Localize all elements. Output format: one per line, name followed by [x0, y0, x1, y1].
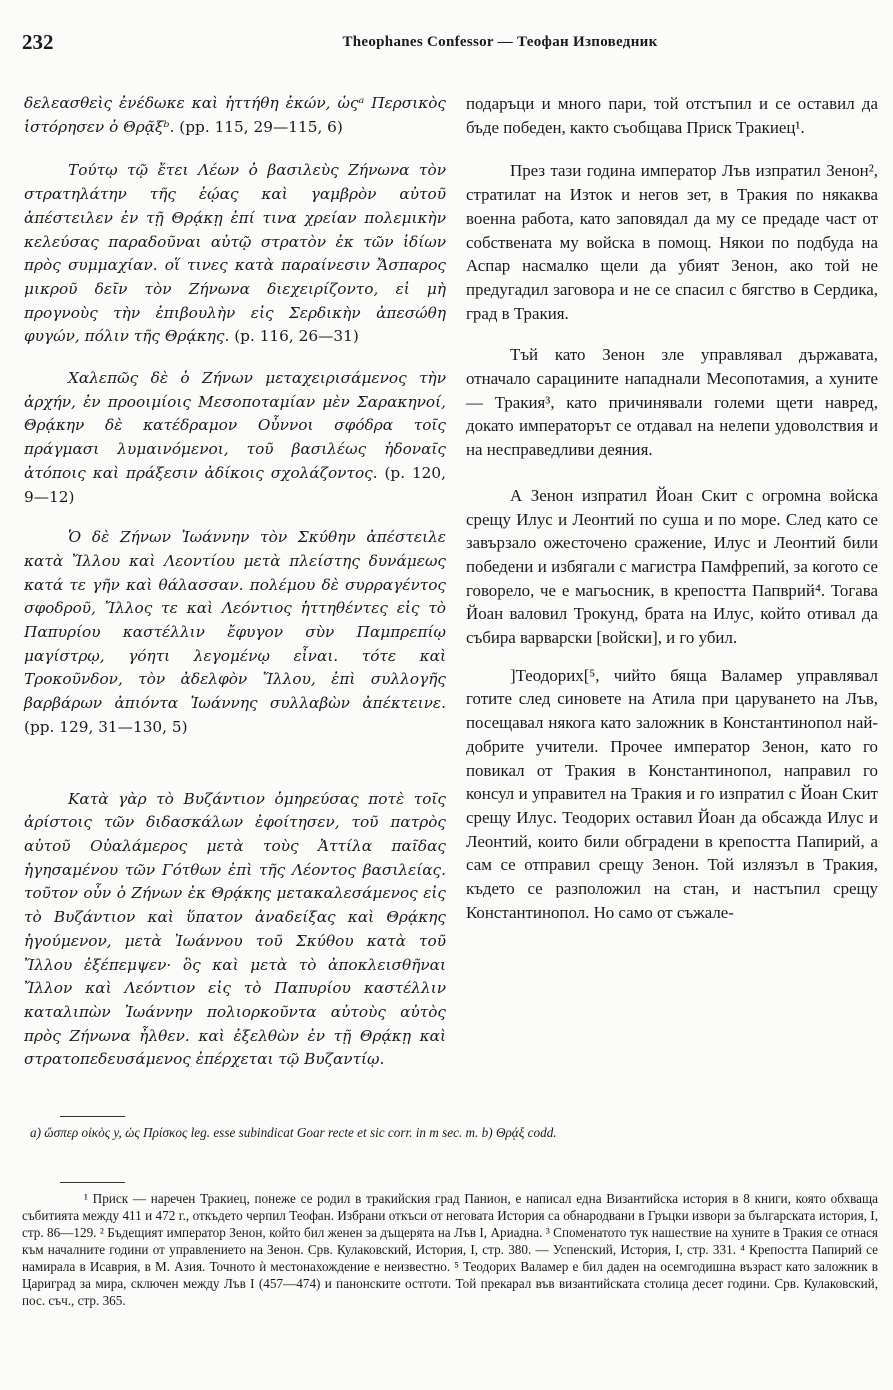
bulgarian-paragraph: подаръци и много пари, той отстъпил и се оставил да бъде победен, както съобщава Приск Тракиец¹.: [466, 94, 878, 137]
footnote-separator: [60, 1182, 125, 1183]
page-reference: (p. 120, 9—12): [24, 463, 446, 506]
greek-text: Χαλεπῶς δὲ ὁ Ζήνων μεταχειρισάμενος τὴν ἀρχήν, ἐν προοιμίοις Μεσοποταμίαν μὲν Σαρακηνοί, Θρᾴκην δὲ κατέδραμον Οὖννοι σφόδρα τοῖς πράγμασι λυμαινόμενοι, τοῦ βασιλέως ἡδοναῖς ἀτόποις καὶ πράξεσιν ἀδίκοις σχολάζοντος.: [24, 369, 446, 482]
bulgarian-paragraph: А Зенон изпратил Йоан Скит с огромна войска срещу Илус и Леонтий по суша и по море. След като се завързало ожесточено сражение, Илус и Леонтий били победени и избягали с магистра Памфрепий, за когото се говорело, че е магьосник, в крепостта Папврий⁴. Тогава Йоан валовил Трокунд, брата на Илус, който отивал да събира варварски [войски], и го убил.: [466, 485, 878, 648]
page-reference: (pp. 115, 29—115, 6): [179, 117, 343, 136]
page-reference: (p. 116, 26—31): [234, 327, 359, 346]
greek-text: Τούτῳ τῷ ἔτει Λέων ὁ βασιλεὺς Ζήνωνα τὸν στρατηλάτην τῆς ἑῴας καὶ γαμβρὸν αὐτοῦ ἀπέστειλεν ἐν τῇ Θρᾴκῃ ἐπί τινα χρείαν πολεμικὴν κελεύσας παραδοῦναι αὐτῷ στρατὸν ἐκ τῶν ἰδίων πρὸς συμμαχίαν. οἵ τινες κατὰ παραίνεσιν Ἄσπαρος μικροῦ δεῖν τὸν Ζήνωνα διεχειρίζοντο, εἰ μὴ προγνοὺς τὴν ἐπιβουλὴν εἰς Σερδικὴν ἀπεσώθη φυγών, πόλιν τῆς Θρᾴκης.: [24, 161, 446, 346]
greek-paragraph: [24, 526, 446, 739]
greek-paragraph: [24, 367, 446, 509]
greek-text-column: [24, 92, 446, 1072]
bulgarian-paragraph: Тъй като Зенон зле управлявал държавата, отначало сарацините нападнали Месопотамия, а хуните — Тракия³, като причинявали големи щети навред, докато императорът се отдавал на нелепи удоволствия и на несправедливи деяния.: [466, 345, 878, 460]
footnotes: ¹ Приск — наречен Тракиец, понеже се родил в тракийския град Панион, е написал една Византийска история в 8 книги, която обхваща събитията между 411 и 472 г., откъдето черпил Теофан. Избрани откъси от неговата История са обнародвани в Гръцки извори за българската история, I, стр. 86—129. ² Бъдещият император Зенон, който бил женен за дъщерята на Лъв I, Ариадна. ³ Споменатото тук нашествие на хуните в Тракия се отнася към началните години от управлението на Зенон. Срв. Кулаковский, История, I, стр. 380. — Успенский, История, I, стр. 331. ⁴ Крепостта Папирий се намирала в Исаврия, в М. Азия. Точното ѝ местонахождение е неизвестно. ⁵ Теодорих Валамер е бил даден на осемгодишна възраст като заложник в Цариград за мира, сключен между Лъв I (457—474) и панонските остготи. Той прекарал във византийската столица десет години. Срв. Кулаковский, пос. съч., стр. 365.: [22, 1191, 878, 1308]
greek-text: Κατὰ γὰρ τὸ Βυζάντιον ὁμηρεύσας ποτὲ τοῖς ἀρίστοις τῶν διδασκάλων ἐφοίτησεν, τοῦ πατρὸς αὐτοῦ Οὐαλάμερος μετὰ τοὺς Ἀττίλα παῖδας ἡγησαμένου τῶν Γότθων ἐπὶ τῆς Λέοντος βασιλείας. τοῦτον οὖν ὁ Ζήνων ἐκ Θρᾴκης μετακαλεσάμενος εἰς τὸ Βυζάντιον καὶ ὕπατον ἀναδείξας καὶ Θρᾴκης ἡγούμενον, μετὰ Ἰωάννου τοῦ Σκύθου κατὰ τοῦ Ἴλλου ἐξέπεμψεν· ὃς καὶ μετὰ τὸ ἀποκλεισθῆναι Ἴλλον καὶ Λεόντιον εἰς τὸ Παπυρίου καστέλλιν καταλιπὼν Ἰωάννην πολιορκοῦντα αὐτοὺς αὐτὸς πρὸς Ζήνωνα ἦλθεν. καὶ ἐξελθὼν ἐν τῇ Θρᾴκῃ καὶ στρατοπεδευσάμενος ἐπέρχεται τῷ Βυζαντίῳ.: [24, 789, 446, 1069]
greek-text: δελεασθεὶς ἐνέδωκε καὶ ἡττήθη ἑκών, ὡςᵃ Περσικὸς ἱστόρησεν ὁ Θρᾷξᵇ.: [24, 94, 446, 136]
greek-paragraph: [24, 92, 446, 139]
greek-paragraph: [24, 159, 446, 349]
running-head: Theophanes Confessor — Теофан Изповедник: [342, 34, 658, 50]
greek-text: Ὁ δὲ Ζήνων Ἰωάννην τὸν Σκύθην ἀπέστειλε κατὰ Ἴλλου καὶ Λεοντίου μετὰ πλείστης δυνάμεως κατά τε γῆν καὶ θάλασσαν. πολέμου δὲ συρραγέντος σφοδροῦ, Ἴλλος τε καὶ Λεόντιος ἡττηθέντες εἰς τὸ Παπυρίου καστέλλιν ἔφυγον σὺν Παμπρεπίῳ μαγίστρῳ, γόητι λεγομένῳ εἶναι. τότε καὶ Τροκοῦνδον, τὸν ἀδελφὸν Ἴλλου, ἐπὶ συλλογῆς βαρβάρων ἀπιόντα Ἰωάννης συλλαβὼν ἀπέκτεινε.: [24, 528, 446, 713]
bulgarian-text-column: [466, 92, 878, 925]
critical-apparatus: a) ὥσπερ οἰκὸς y, ὡς Πρίσκος leg. esse subindicat Goar recte et sic corr. in m sec. m. b) Θρᾴξ codd.: [30, 1125, 557, 1140]
bulgarian-paragraph: През тази година император Лъв изпратил Зенон², стратилат на Изток и негов зет, в Тракия по някаква военна работа, като заповядал да му се предаде част от собствената му войска в помощ. Някои по подбуда на Аспар насмалко щели да убият Зенон, ако той не предугадил заговора и не се спасил с бягство в Сердика, град в Тракия.: [466, 161, 878, 323]
bulgarian-paragraph: ]Теодорих[⁵, чийто бяща Валамер управлявал готите след синовете на Атила при царуването на Лъв, посещавал някога като заложник в Константинопол най-добрите учители. Прочее император Зенон, като го повикал от Тракия в Константинопол, направил го консул и управител на Тракия и го изпратил с Йоан Скит срещу Илус. Теодорих оставил Йоан да обсажда Илус и Леонтий, които били обградени в крепостта Папирий, а сам се отправил срещу Зенон. Той излязъл в Тракия, където се разположил на стан, и настъпил срещу Константинопол. Но само от съжале-: [466, 665, 878, 922]
page-reference: (pp. 129, 31—130, 5): [24, 717, 188, 736]
separator-rule: [60, 1116, 125, 1117]
page-number: 232: [22, 30, 54, 54]
greek-paragraph: [24, 788, 446, 1072]
